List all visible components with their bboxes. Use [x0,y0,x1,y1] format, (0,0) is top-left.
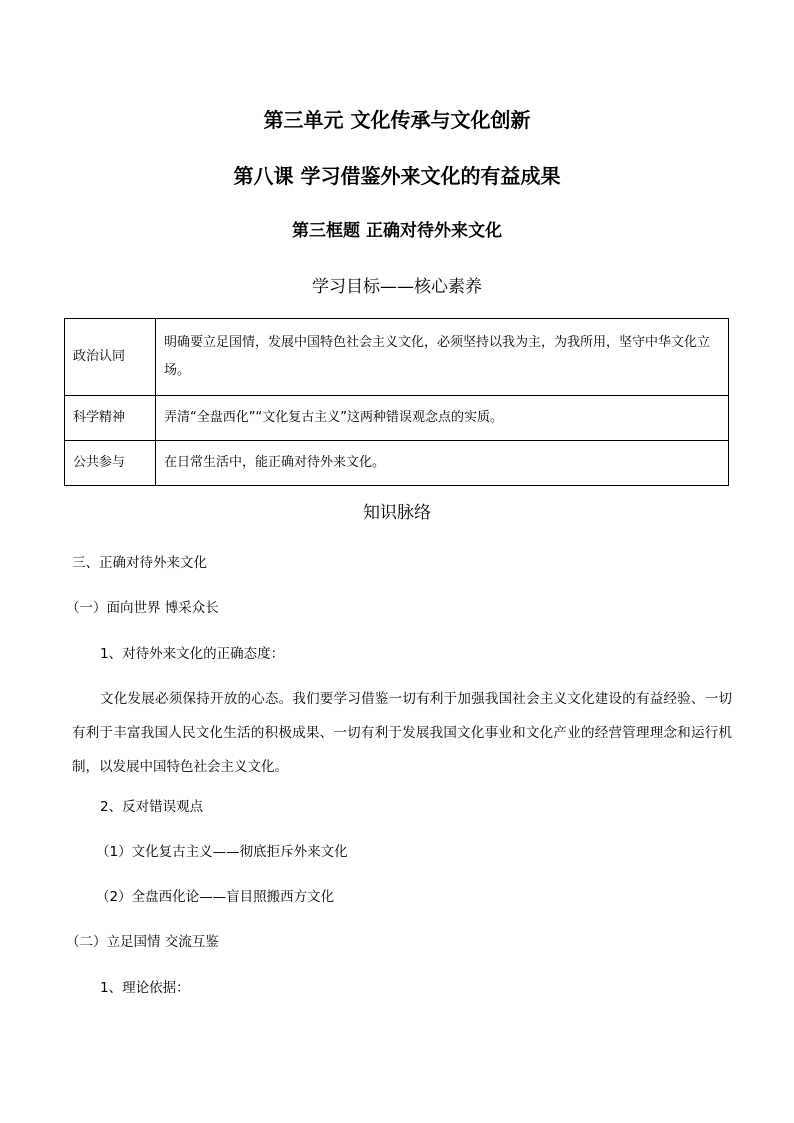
unit-title: 第三单元 文化传承与文化创新 [263,108,531,132]
list-item: 1、对待外来文化的正确态度： [100,646,285,662]
goal-value: 明确要立足国情，发展中国特色社会主义文化，必须坚持以我为主，为我所用，坚守中华文化立场。 [156,319,729,396]
list-item: 2、反对错误观点 [100,799,204,815]
goal-value: 在日常生活中，能正确对待外来文化。 [156,441,729,486]
goals-heading: 学习目标——核心素养 [312,277,482,297]
list-item: 1、理论依据： [100,980,190,996]
table-row [65,441,729,486]
list-item: （2）全盘西化论——盲目照搬西方文化 [96,889,335,905]
goal-key: 科学精神 [65,396,156,441]
section-heading: 三、正确对待外来文化 [72,555,207,571]
goal-key: 公共参与 [65,441,156,486]
lesson-title: 第八课 学习借鉴外来文化的有益成果 [233,164,561,188]
goals-table [64,318,729,486]
topic-title: 第三框题 正确对待外来文化 [292,221,502,241]
table-row [65,319,729,396]
subsection-heading: （一）面向世界 博采众长 [66,600,219,616]
subsection-heading: （二）立足国情 交流互鉴 [66,934,219,950]
paragraph: 文化发展必须保持开放的心态。我们要学习借鉴一切有利于加强我国社会主义文化建设的有益经验、一切有利于丰富我国人民文化生活的积极成果、一切有利于发展我国文化事业和文化产业的经营管理理念和运行机制，以发展中国特色社会主义文化。 [72,691,732,775]
list-item: （1）文化复古主义——彻底拒斥外来文化 [96,844,348,860]
goal-key: 政治认同 [65,319,156,396]
goal-value: 弄清“全盘西化”“文化复古主义”这两种错误观念点的实质。 [156,396,729,441]
table-row [65,396,729,441]
knowledge-heading: 知识脉络 [363,503,431,523]
